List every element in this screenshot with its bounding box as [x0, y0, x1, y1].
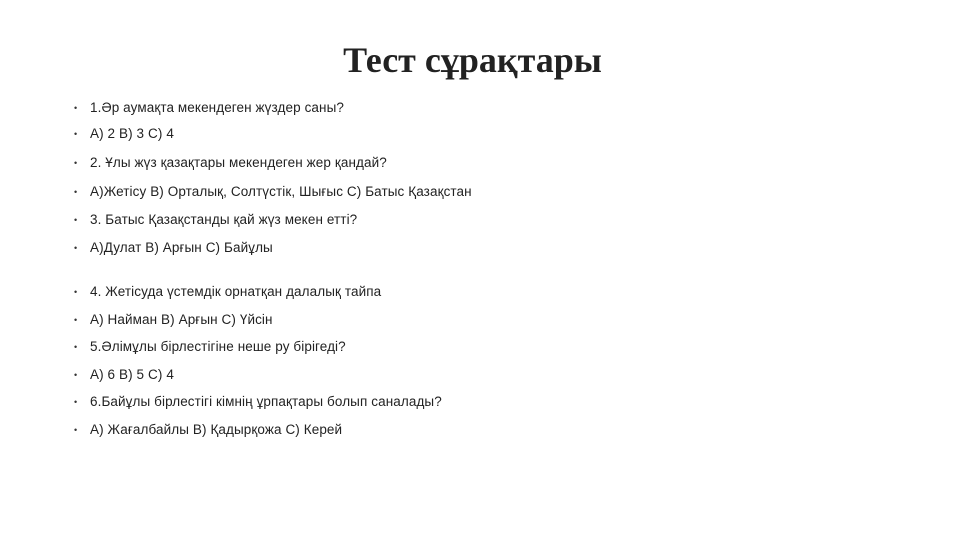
bullet-icon: • [74, 370, 78, 380]
list-item [74, 282, 381, 302]
list-item [74, 182, 472, 202]
list-item-text: 5.Әлімұлы бірлестігіне неше ру бірігеді? [90, 339, 346, 354]
list-item [74, 210, 357, 230]
list-item-text: 2. Ұлы жүз қазақтары мекендеген жер қандай? [90, 155, 387, 170]
bullet-icon: • [74, 342, 78, 352]
list-item-text: А)Жетісу В) Орталық, Солтүстік, Шығыс С) Батыс Қазақстан [90, 184, 472, 199]
list-item-text: 3. Батыс Қазақстанды қай жүз мекен етті? [90, 212, 358, 227]
list-item-text: А) 2 В) 3 С) 4 [90, 126, 174, 141]
list-item [74, 337, 346, 357]
list-item-text: 6.Байұлы бірлестігі кімнің ұрпақтары болып саналады? [90, 394, 442, 409]
list-item-text: 1.Әр аумақта мекендеген жүздер саны? [90, 100, 344, 115]
bullet-icon: • [74, 187, 78, 197]
list-item-text: А) 6 В) 5 С) 4 [90, 367, 174, 382]
list-item [74, 153, 387, 173]
bullet-icon: • [74, 425, 78, 435]
list-item [74, 124, 174, 144]
bullet-icon: • [74, 158, 78, 168]
list-item [74, 98, 344, 118]
list-item [74, 238, 273, 258]
list-item-text: А)Дулат В) Арғын С) Байұлы [90, 240, 273, 255]
bullet-icon: • [74, 315, 78, 325]
bullet-icon: • [74, 243, 78, 253]
bullet-icon: • [74, 287, 78, 297]
bullet-icon: • [74, 103, 78, 113]
bullet-icon: • [74, 215, 78, 225]
page-title: Тест сұрақтары [343, 40, 602, 80]
list-item [74, 365, 174, 385]
list-item-text: А) Найман В) Арғын С) Үйсін [90, 312, 273, 327]
list-item [74, 420, 342, 440]
bullet-icon: • [74, 397, 78, 407]
list-item [74, 310, 273, 330]
list-item-text: 4. Жетісуда үстемдік орнатқан далалық тайпа [90, 284, 382, 299]
list-item [74, 392, 442, 412]
list-item-text: А) Жағалбайлы В) Қадырқожа С) Керей [90, 422, 343, 437]
bullet-icon: • [74, 129, 78, 139]
